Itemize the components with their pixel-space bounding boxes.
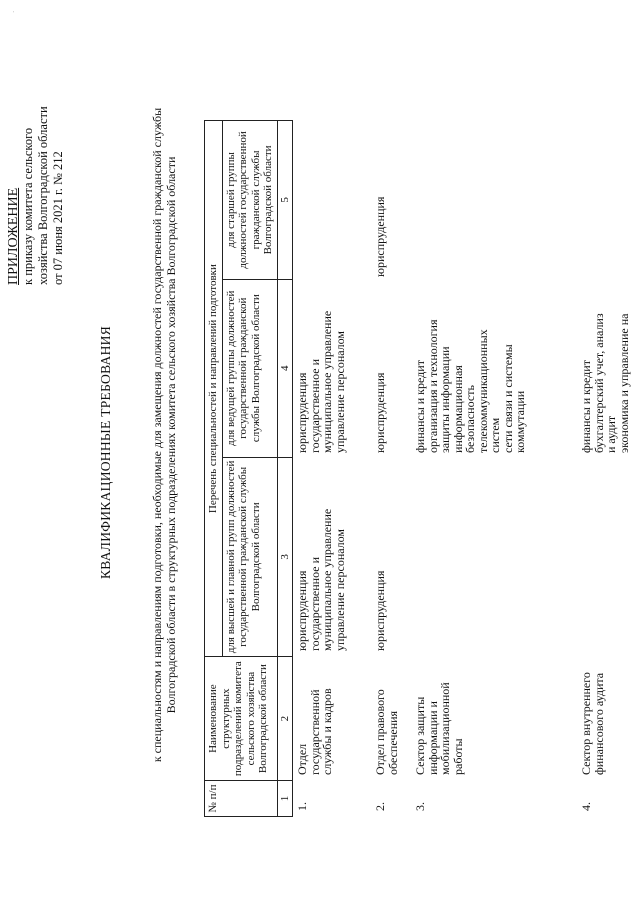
header-num: № п/п: [205, 781, 278, 817]
colnum-4: 4: [277, 279, 293, 457]
header-col5: для старшей группы должностей государственной гражданской службы Волгоградской области: [222, 121, 277, 280]
specialty-line: юриспруденция: [373, 372, 387, 453]
requirements-table-header: [204, 120, 293, 817]
specialty-line: экономика и управление на: [616, 313, 631, 453]
row-col3-specialties: [374, 471, 387, 651]
specialty-line: юриспруденция: [295, 372, 309, 453]
specialty-line: информационная: [450, 365, 465, 453]
colnum-5: 5: [277, 121, 293, 280]
specialty-line: юриспруденция: [295, 570, 309, 651]
row-col3-specialties: [296, 471, 346, 651]
row-number: 4.: [579, 802, 593, 811]
row-col4-specialties: [296, 288, 346, 453]
appendix-title: ПРИЛОЖЕНИЕ: [6, 187, 21, 285]
specialty-line: управление персоналом: [332, 528, 347, 651]
document-subtitle: к специальностям и направлениям подготовки, необходимые для замещения должностей государственной гражданской службы Волгоградской области в структурных подразделениях комитета сельского хозяйства Волгоградской области: [150, 107, 178, 763]
row-department-name: Отдел правового обеспечения: [373, 689, 400, 775]
row-col4-specialties: [580, 288, 630, 453]
specialty-line: сети связи и системы: [500, 344, 515, 453]
row-col5-specialties: [374, 122, 387, 277]
specialty-line: систем: [488, 417, 502, 453]
header-group: Перечень специальностей и направлений подготовки: [205, 121, 223, 657]
specialty-line: финансы и кредит: [413, 360, 427, 453]
row-number: 2.: [373, 802, 387, 811]
specialty-line: организация и технология: [425, 319, 440, 453]
specialty-line: муниципальное управление: [320, 508, 334, 651]
specialty-line: защиты информации: [438, 346, 452, 453]
specialty-line: юриспруденция: [373, 570, 387, 651]
colnum-2: 2: [277, 657, 293, 781]
row-number: 3.: [413, 802, 427, 811]
specialty-line: безопасность: [463, 385, 477, 453]
header-col3: для высшей и главной групп должностей государственной гражданской службы Волгоградской области: [222, 457, 277, 657]
row-department-name: Сектор внутреннего финансового аудита: [579, 672, 606, 775]
specialty-line: бухгалтерский учет, анализ: [591, 313, 606, 453]
appendix-line-1: к приказу комитета сельского: [21, 127, 35, 285]
appendix-block: [6, 106, 66, 285]
row-col4-specialties: [414, 288, 527, 453]
specialty-line: юриспруденция: [373, 196, 387, 277]
specialty-line: государственное и: [307, 557, 322, 651]
appendix-line-2: хозяйства Волгоградской области: [36, 106, 50, 285]
appendix-line-3: от 07 июня 2021 г. № 212: [51, 151, 65, 285]
row-number: 1.: [295, 802, 309, 811]
specialty-line: коммутации: [513, 390, 527, 453]
row-department-name: Отдел государственной службы и кадров: [295, 688, 334, 775]
colnum-3: 3: [277, 457, 293, 657]
specialty-line: государственное и: [307, 359, 322, 453]
document-title: КВАЛИФИКАЦИОННЫЕ ТРЕБОВАНИЯ: [98, 325, 113, 580]
header-col4: для ведущей группы должностей государственной гражданской службы Волгоградской области: [222, 279, 277, 457]
row-col4-specialties: [374, 288, 387, 453]
specialty-line: управление персоналом: [332, 330, 347, 453]
specialty-line: финансы и кредит: [579, 360, 593, 453]
row-department-name: Сектор защиты информации и мобилизационной работы: [413, 682, 465, 775]
specialty-line: муниципальное управление: [320, 310, 334, 453]
specialty-line: телекоммуникационных: [475, 329, 490, 453]
header-name: Наименование структурных подразделений комитета сельского хозяйства Волгоградской области: [205, 657, 278, 781]
specialty-line: и аудит: [604, 415, 618, 453]
scan-dot: ·: [10, 10, 18, 13]
colnum-1: 1: [277, 781, 293, 817]
